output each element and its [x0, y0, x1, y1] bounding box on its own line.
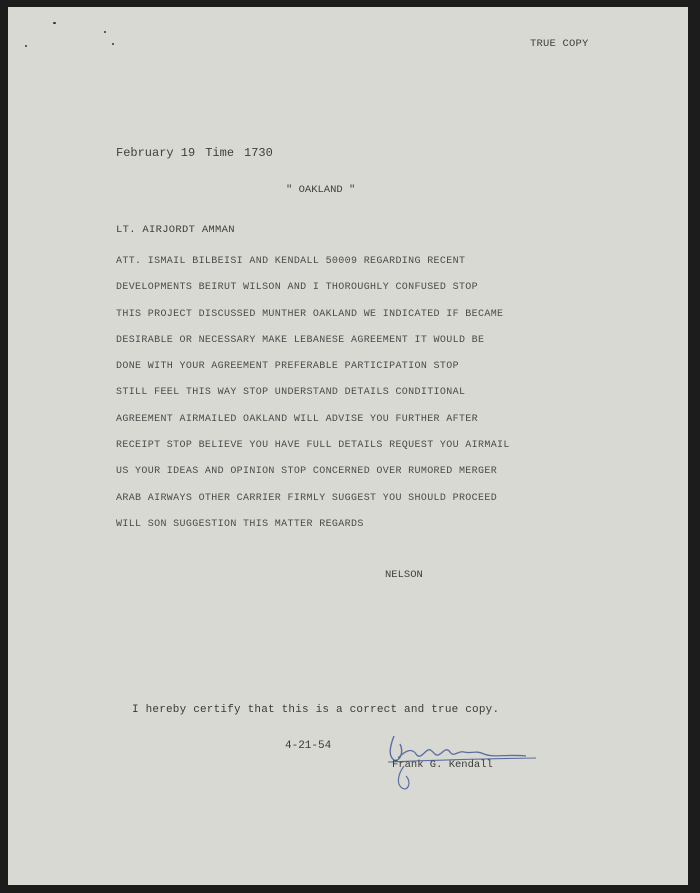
body-line: THIS PROJECT DISCUSSED MUNTHER OAKLAND WE INDICATED IF BECAME	[116, 308, 504, 320]
paper-speck	[104, 31, 106, 33]
time-label: Time	[205, 146, 235, 160]
signature-stroke	[398, 750, 526, 758]
paper-speck	[25, 45, 27, 47]
body-line: DONE WITH YOUR AGREEMENT PREFERABLE PARTICIPATION STOP	[116, 361, 459, 373]
body-line: WILL SON SUGGESTION THIS MATTER REGARDS	[116, 518, 364, 530]
document-page	[8, 7, 688, 885]
message-time: 1730	[244, 146, 273, 160]
message-body	[116, 249, 510, 538]
paper-speck	[53, 22, 56, 24]
true-copy-label: TRUE COPY	[530, 38, 589, 50]
signer-name: Frank G. Kendall	[392, 759, 493, 771]
body-line: DESIRABLE OR NECESSARY MAKE LEBANESE AGREEMENT IT WOULD BE	[116, 334, 485, 346]
body-line: RECEIPT STOP BELIEVE YOU HAVE FULL DETAILS REQUEST YOU AIRMAIL	[116, 440, 510, 452]
date-line	[116, 146, 273, 160]
addressee: LT. AIRJORDT AMMAN	[116, 224, 235, 236]
sender-name: NELSON	[385, 569, 423, 581]
body-line: AGREEMENT AIRMAILED OAKLAND WILL ADVISE YOU FURTHER AFTER	[116, 413, 479, 425]
handwritten-signature	[376, 722, 536, 792]
certification-date: 4-21-54	[285, 740, 332, 752]
document-title: " OAKLAND "	[286, 184, 356, 196]
body-line: US YOUR IDEAS AND OPINION STOP CONCERNED OVER RUMORED MERGER	[116, 466, 498, 478]
certification-statement: I hereby certify that this is a correct and true copy.	[132, 704, 500, 716]
body-line: ATT. ISMAIL BILBEISI AND KENDALL 50009 REGARDING RECENT	[116, 256, 466, 267]
body-line: STILL FEEL THIS WAY STOP UNDERSTAND DETAILS CONDITIONAL	[116, 387, 466, 399]
body-line: DEVELOPMENTS BEIRUT WILSON AND I THOROUGHLY CONFUSED STOP	[116, 282, 479, 294]
body-line: ARAB AIRWAYS OTHER CARRIER FIRMLY SUGGEST YOU SHOULD PROCEED	[116, 492, 498, 504]
message-date: February 19	[116, 146, 196, 160]
paper-speck	[112, 43, 114, 45]
